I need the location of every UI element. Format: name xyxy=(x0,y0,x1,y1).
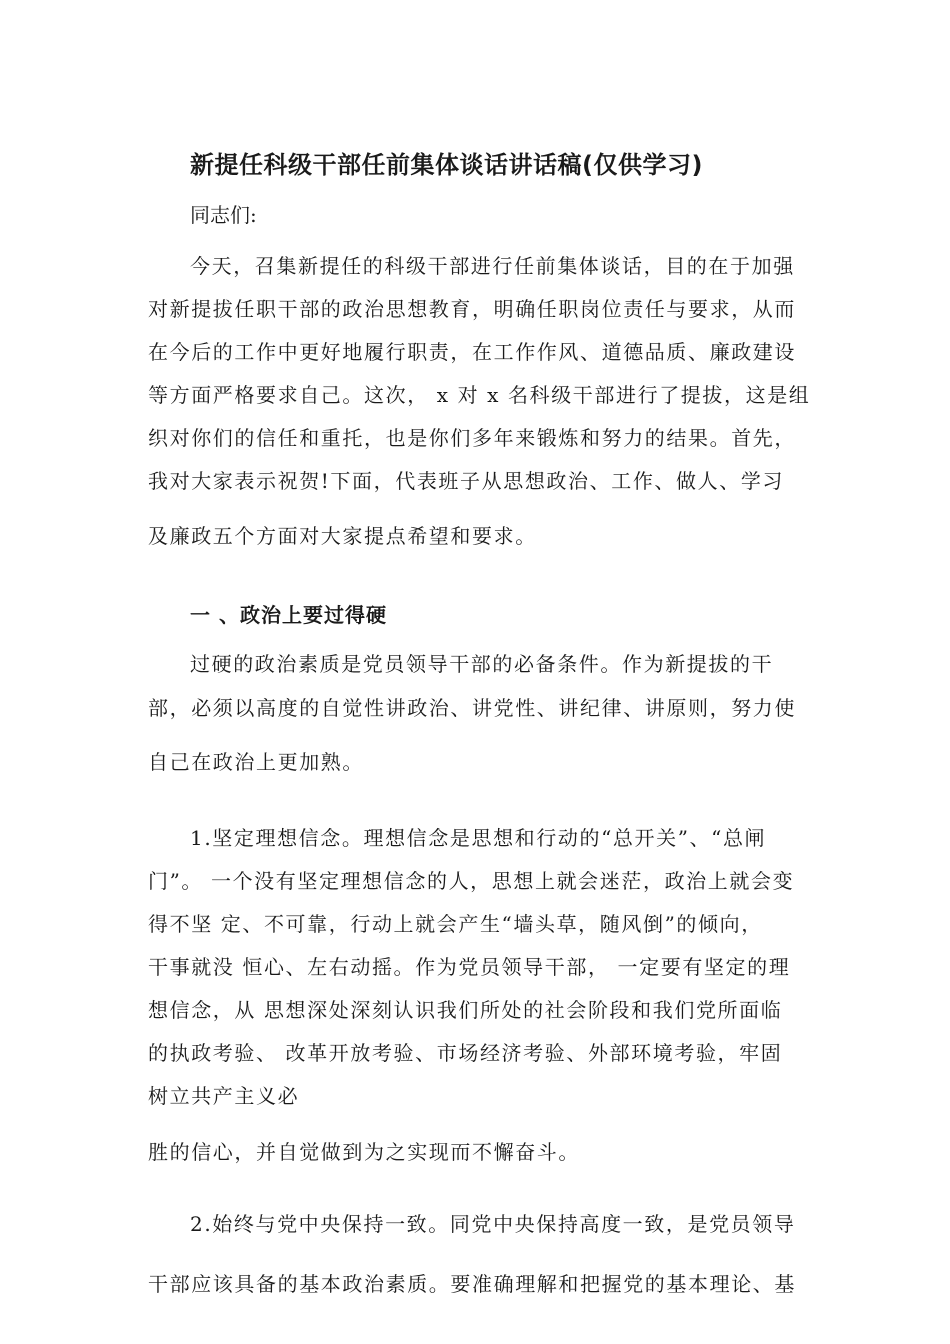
item1-line: 1.坚定理想信念。理想信念是思想和行动的“总开关”、“总闸 xyxy=(190,826,767,850)
item2-paragraph xyxy=(148,1204,818,1304)
item1-line: 干事就没 恒心、左右动摇。作为党员领导干部， 一定要有坚定的理 xyxy=(148,955,791,979)
salutation: 同志们: xyxy=(190,203,257,227)
intro-line: 我对大家表示祝贺!下面，代表班子从思想政治、工作、做人、学习 xyxy=(148,469,785,493)
intro-line: 及廉政五个方面对大家提点希望和要求。 xyxy=(148,524,537,548)
item1-line: 胜的信心，并自觉做到为之实现而不懈奋斗。 xyxy=(148,1140,580,1164)
section1-line: 自己在政治上更加熟。 xyxy=(148,750,364,774)
item1-paragraph xyxy=(148,818,818,1172)
section1-paragraph xyxy=(148,644,818,782)
intro-line: 在今后的工作中更好地履行职责，在工作作风、道德品质、廉政建设 xyxy=(148,340,796,364)
item2-line: 干部应该具备的基本政治素质。要准确理解和把握党的基本理论、基 xyxy=(148,1272,796,1296)
intro-paragraph xyxy=(148,246,818,556)
intro-line: 对新提拔任职干部的政治思想教育，明确任职岗位责任与要求，从而 xyxy=(148,297,796,321)
document-title: 新提任科级干部任前集体谈话讲话稿(仅供学习) xyxy=(190,151,703,179)
item1-line: 门”。 一个没有坚定理想信念的人，思想上就会迷茫，政治上就会变 xyxy=(148,869,795,893)
item1-line: 的执政考验、 改革开放考验、市场经济考验、外部环境考验，牢固 xyxy=(148,1041,783,1065)
item2-line: 2.始终与党中央保持一致。同党中央保持高度一致，是党员领导 xyxy=(190,1212,796,1236)
section1-line: 过硬的政治素质是党员领导干部的必备条件。作为新提拔的干 xyxy=(190,652,774,676)
item1-line: 想信念，从 思想深处深刻认识我们所处的社会阶段和我们党所面临 xyxy=(148,998,783,1022)
intro-line: 等方面严格要求自己。这次， x 对 x 名科级干部进行了提拔，这是组 xyxy=(148,383,811,407)
item1-line: 得不坚 定、不可靠，行动上就会产生“墙头草，随风倒”的倾向， xyxy=(148,912,763,936)
intro-line: 织对你们的信任和重托，也是你们多年来锻炼和努力的结果。首先， xyxy=(148,426,796,450)
section-heading: 一 、政治上要过得硬 xyxy=(190,603,387,627)
intro-line: 今天，召集新提任的科级干部进行任前集体谈话，目的在于加强 xyxy=(190,254,795,278)
section1-line: 部，必须以高度的自觉性讲政治、讲党性、讲纪律、讲原则，努力使 xyxy=(148,696,796,720)
item1-line: 树立共产主义必 xyxy=(148,1084,300,1108)
